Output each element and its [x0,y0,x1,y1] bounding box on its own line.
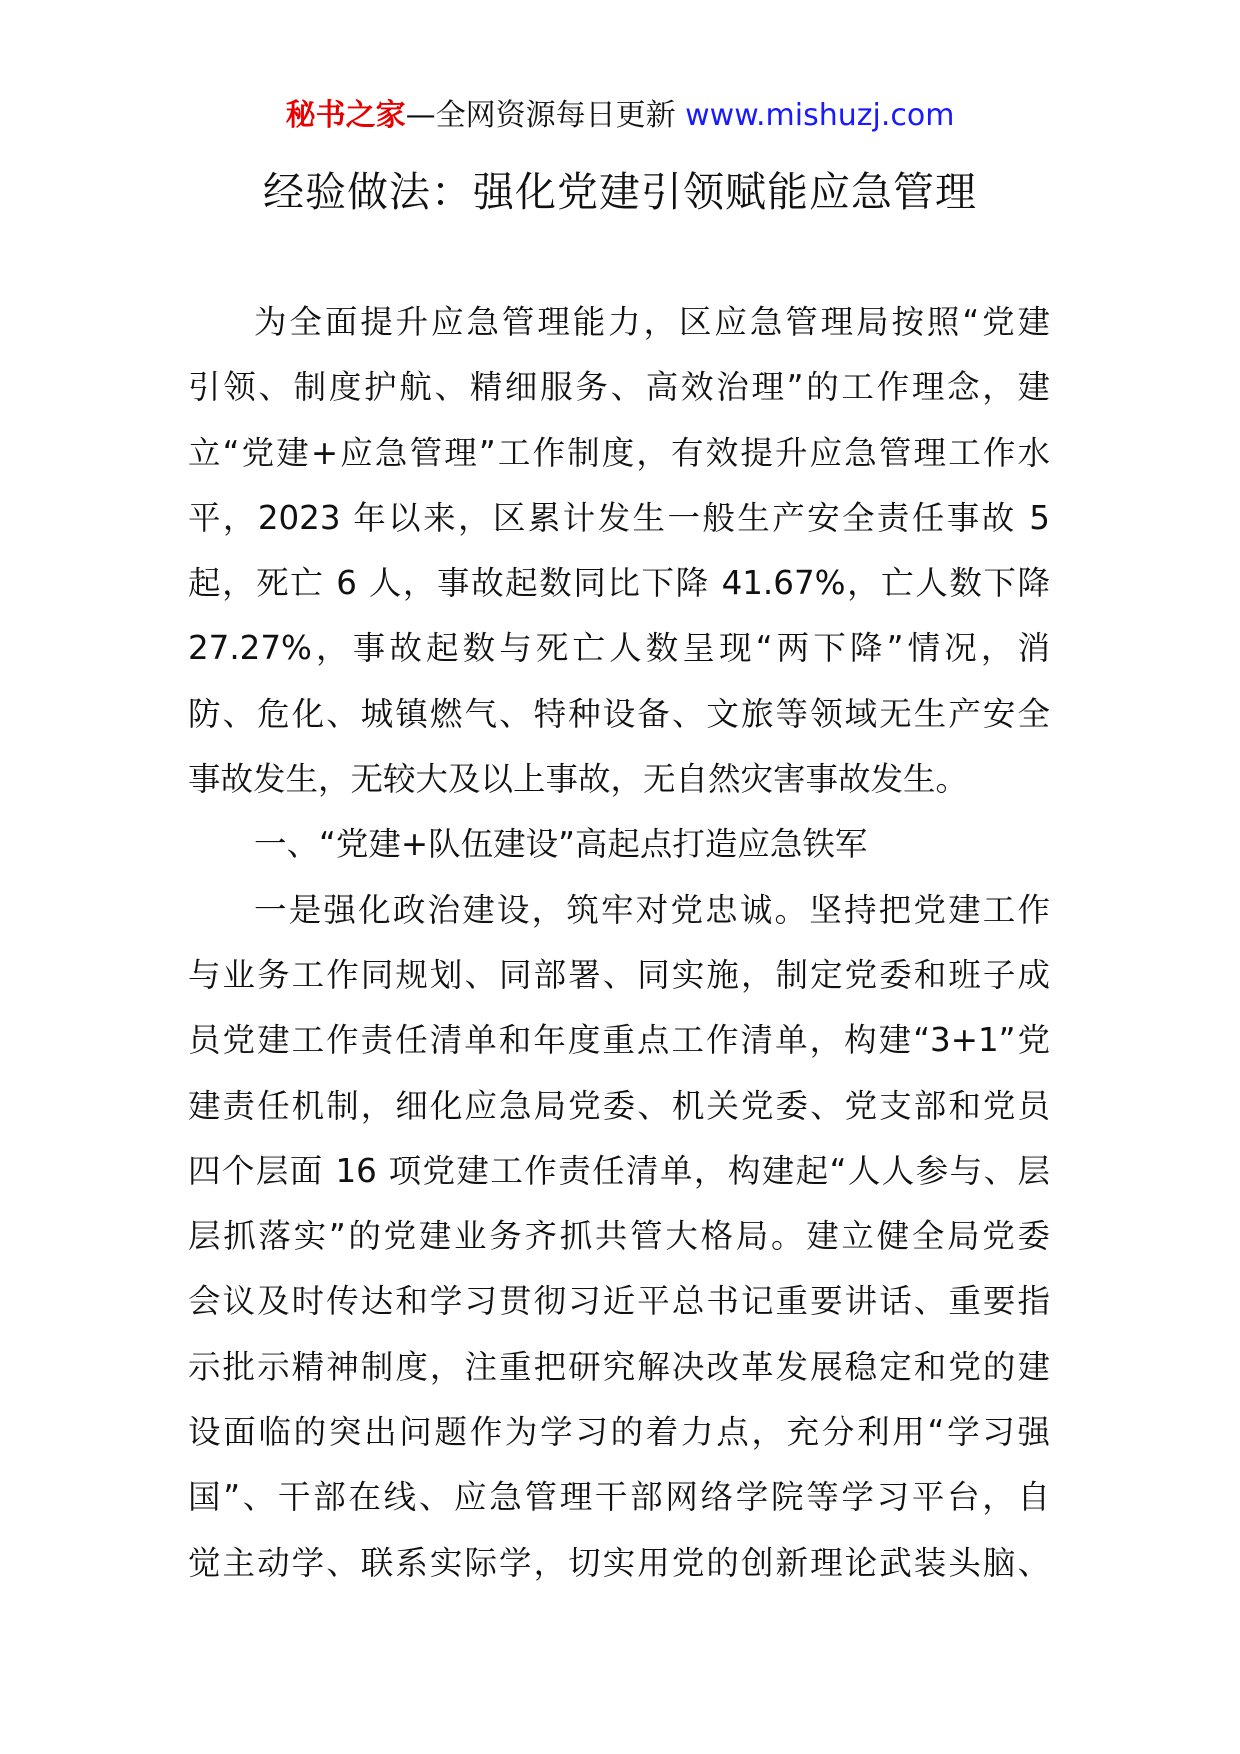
site-header [0,96,1240,136]
brand-name: 秘书之家 [285,98,406,133]
body-text-line: 为全面提升应急管理能力，区应急管理局按照“党建 [254,303,1050,341]
body-text-line: 一、“党建+队伍建设”高起点打造应急铁军 [254,825,868,864]
body-text-line: 示批示精神制度，注重把研究解决改革发展稳定和党的建 [188,1347,1050,1386]
body-text-line: 立“党建+应急管理”工作制度，有效提升应急管理工作水 [188,433,1050,472]
body-text-line: 27.27%，事故起数与死亡人数呈现“两下降”情况，消 [188,629,1050,668]
body-text-line: 层抓落实”的党建业务齐抓共管大格局。建立健全局党委 [188,1217,1050,1256]
document-body [188,290,1050,1596]
body-text-line: 引领、制度护航、精细服务、高效治理”的工作理念，建 [188,368,1050,407]
header-tagline: —全网资源每日更新 [405,98,686,133]
body-text-line: 事故发生，无较大及以上事故，无自然灾害事故发生。 [188,760,969,799]
body-text-line: 与业务工作同规划、同部署、同实施，制定党委和班子成 [188,955,1050,994]
body-text-line: 平，2023 年以来，区累计发生一般生产安全责任事故 5 [188,498,1050,537]
site-url-link[interactable]: www.mishuzj.com [685,98,955,133]
body-text-line: 防、危化、城镇燃气、特种设备、文旅等领域无生产安全 [188,694,1050,733]
body-text-line: 国”、干部在线、应急管理干部网络学院等学习平台，自 [188,1478,1050,1517]
body-text-line: 一是强化政治建设，筑牢对党忠诚。坚持把党建工作 [254,890,1050,929]
body-text-line: 会议及时传达和学习贯彻习近平总书记重要讲话、重要指 [188,1282,1050,1321]
body-text-line: 四个层面 16 项党建工作责任清单，构建起“人人参与、层 [188,1151,1050,1190]
document-title: 经验做法：强化党建引领赋能应急管理 [263,168,977,216]
body-text-line: 建责任机制，细化应急局党委、机关党委、党支部和党员 [188,1086,1050,1125]
body-text-line: 觉主动学、联系实际学，切实用党的创新理论武装头脑、 [188,1543,1050,1582]
body-text-line: 设面临的突出问题作为学习的着力点，充分利用“学习强 [188,1413,1050,1452]
body-text-line: 员党建工作责任清单和年度重点工作清单，构建“3+1”党 [188,1021,1050,1060]
body-text-line: 起，死亡 6 人，事故起数同比下降 41.67%，亡人数下降 [188,564,1050,603]
